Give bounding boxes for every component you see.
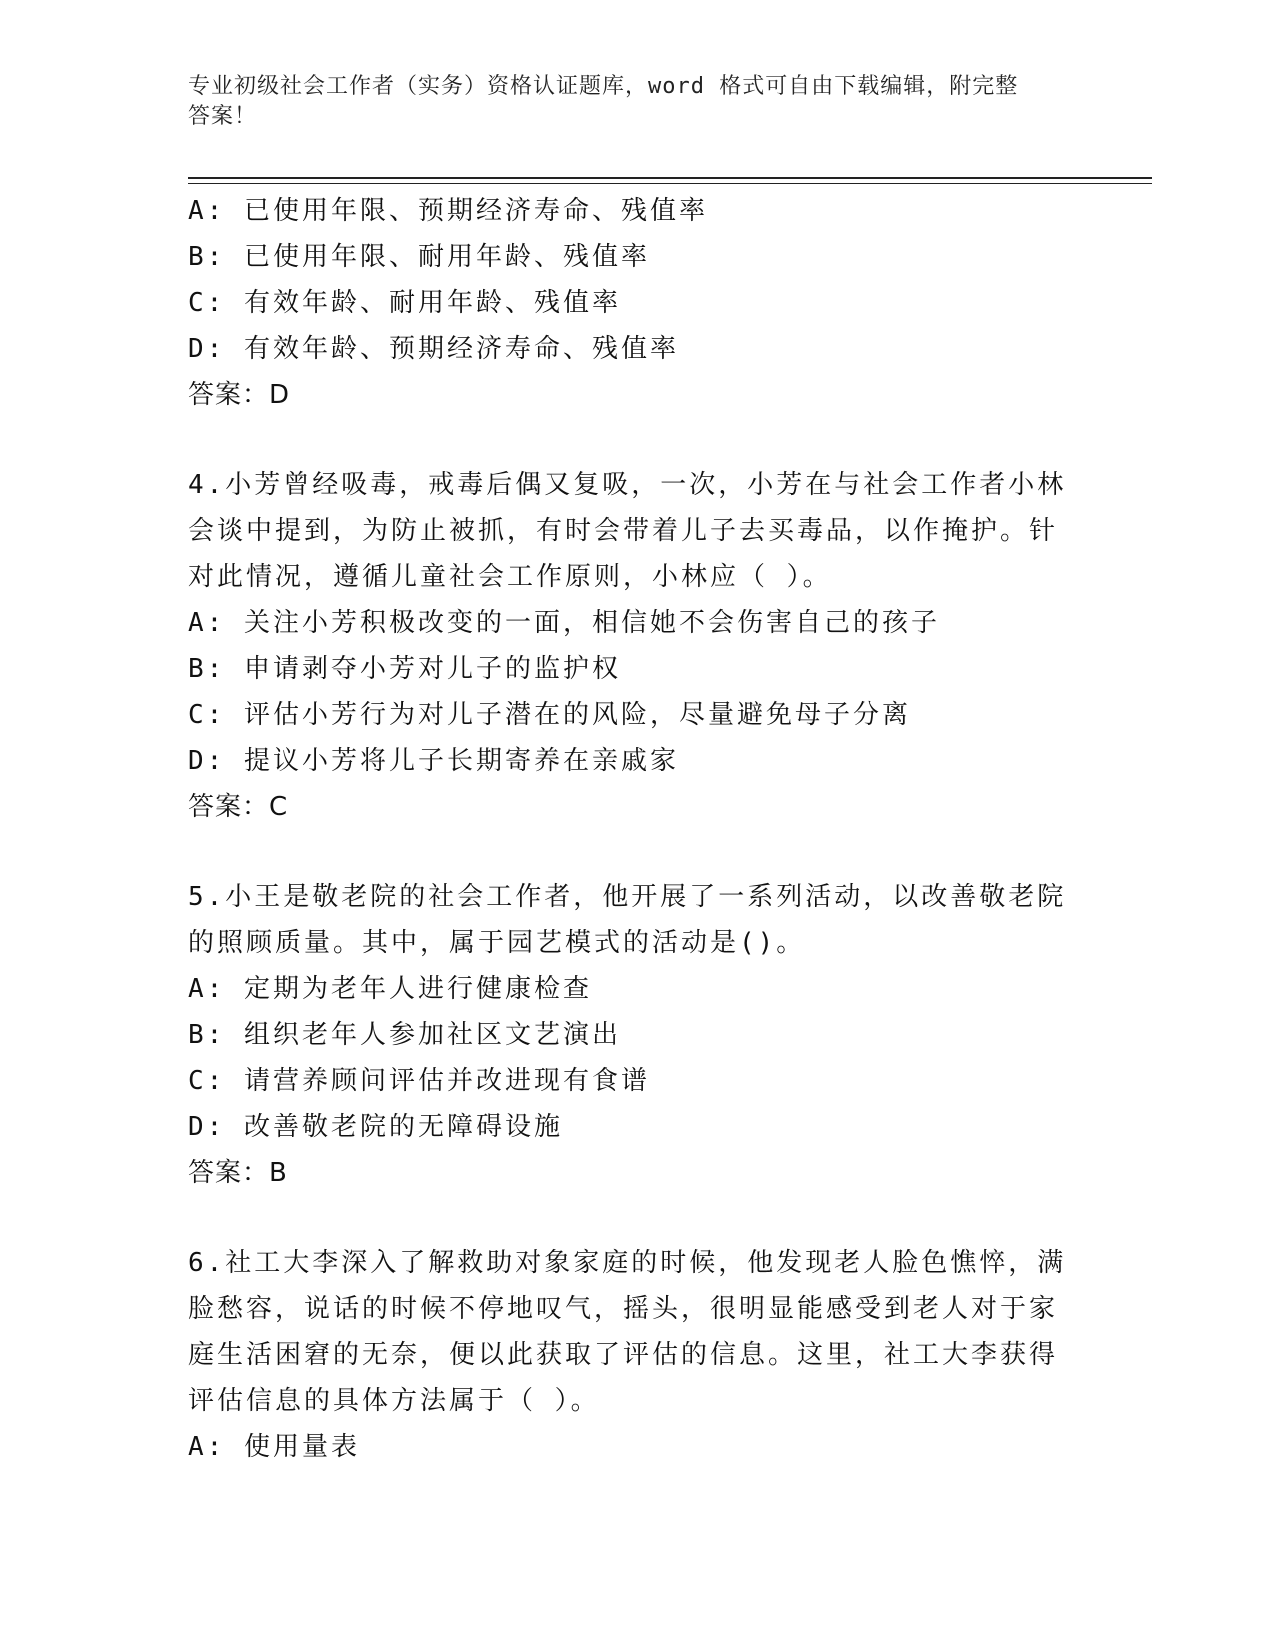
question-text-line: 的照顾质量。其中，属于园艺模式的活动是()。	[188, 928, 806, 958]
option-b: B: 已使用年限、耐用年龄、残值率	[188, 242, 650, 272]
option-a: A: 定期为老年人进行健康检查	[188, 974, 592, 1004]
answer: 答案：B	[188, 1158, 288, 1188]
question-5	[188, 874, 1068, 1196]
option-c: C: 评估小芳行为对儿子潜在的风险，尽量避免母子分离	[188, 700, 911, 730]
spacer	[188, 1196, 1068, 1240]
answer: 答案：C	[188, 792, 289, 822]
header-line-1: 专业初级社会工作者（实务）资格认证题库，word 格式可自由下载编辑，附完整	[188, 74, 1019, 99]
question-text-line: 脸愁容，说话的时候不停地叹气，摇头，很明显能感受到老人对于家	[188, 1294, 1059, 1324]
document-header	[188, 72, 1078, 132]
question-6	[188, 1240, 1068, 1470]
question-text-line: 对此情况，遵循儿童社会工作原则，小林应（ ）。	[188, 562, 832, 592]
option-a: A: 关注小芳积极改变的一面，相信她不会伤害自己的孩子	[188, 608, 940, 638]
question-list	[188, 188, 1068, 1470]
option-c: C: 有效年龄、耐用年龄、残值率	[188, 288, 621, 318]
option-d: D: 有效年龄、预期经济寿命、残值率	[188, 334, 679, 364]
option-d: D: 改善敬老院的无障碍设施	[188, 1112, 563, 1142]
option-b: B: 申请剥夺小芳对儿子的监护权	[188, 654, 621, 684]
question-text-line: 庭生活困窘的无奈，便以此获取了评估的信息。这里，社工大李获得	[188, 1340, 1059, 1370]
question-text-line: 4.小芳曾经吸毒，戒毒后偶又复吸，一次，小芳在与社会工作者小林	[188, 470, 1067, 500]
question-text-line: 评估信息的具体方法属于（ ）。	[188, 1386, 600, 1416]
option-d: D: 提议小芳将儿子长期寄养在亲戚家	[188, 746, 679, 776]
option-c: C: 请营养顾问评估并改进现有食谱	[188, 1066, 650, 1096]
answer: 答案：D	[188, 380, 291, 410]
header-divider-thin	[188, 183, 1152, 184]
spacer	[188, 418, 1068, 462]
question-text-line: 5.小王是敬老院的社会工作者，他开展了一系列活动，以改善敬老院	[188, 882, 1067, 912]
header-line-2: 答案！	[188, 104, 258, 129]
header-divider-thick	[188, 177, 1152, 179]
option-b: B: 组织老年人参加社区文艺演出	[188, 1020, 621, 1050]
question-3	[188, 188, 1068, 418]
spacer	[188, 830, 1068, 874]
option-a: A: 已使用年限、预期经济寿命、残值率	[188, 196, 708, 226]
question-4	[188, 462, 1068, 830]
question-text-line: 6.社工大李深入了解救助对象家庭的时候，他发现老人脸色憔悴，满	[188, 1248, 1067, 1278]
option-a: A: 使用量表	[188, 1432, 360, 1462]
question-text-line: 会谈中提到，为防止被抓，有时会带着儿子去买毒品，以作掩护。针	[188, 516, 1059, 546]
